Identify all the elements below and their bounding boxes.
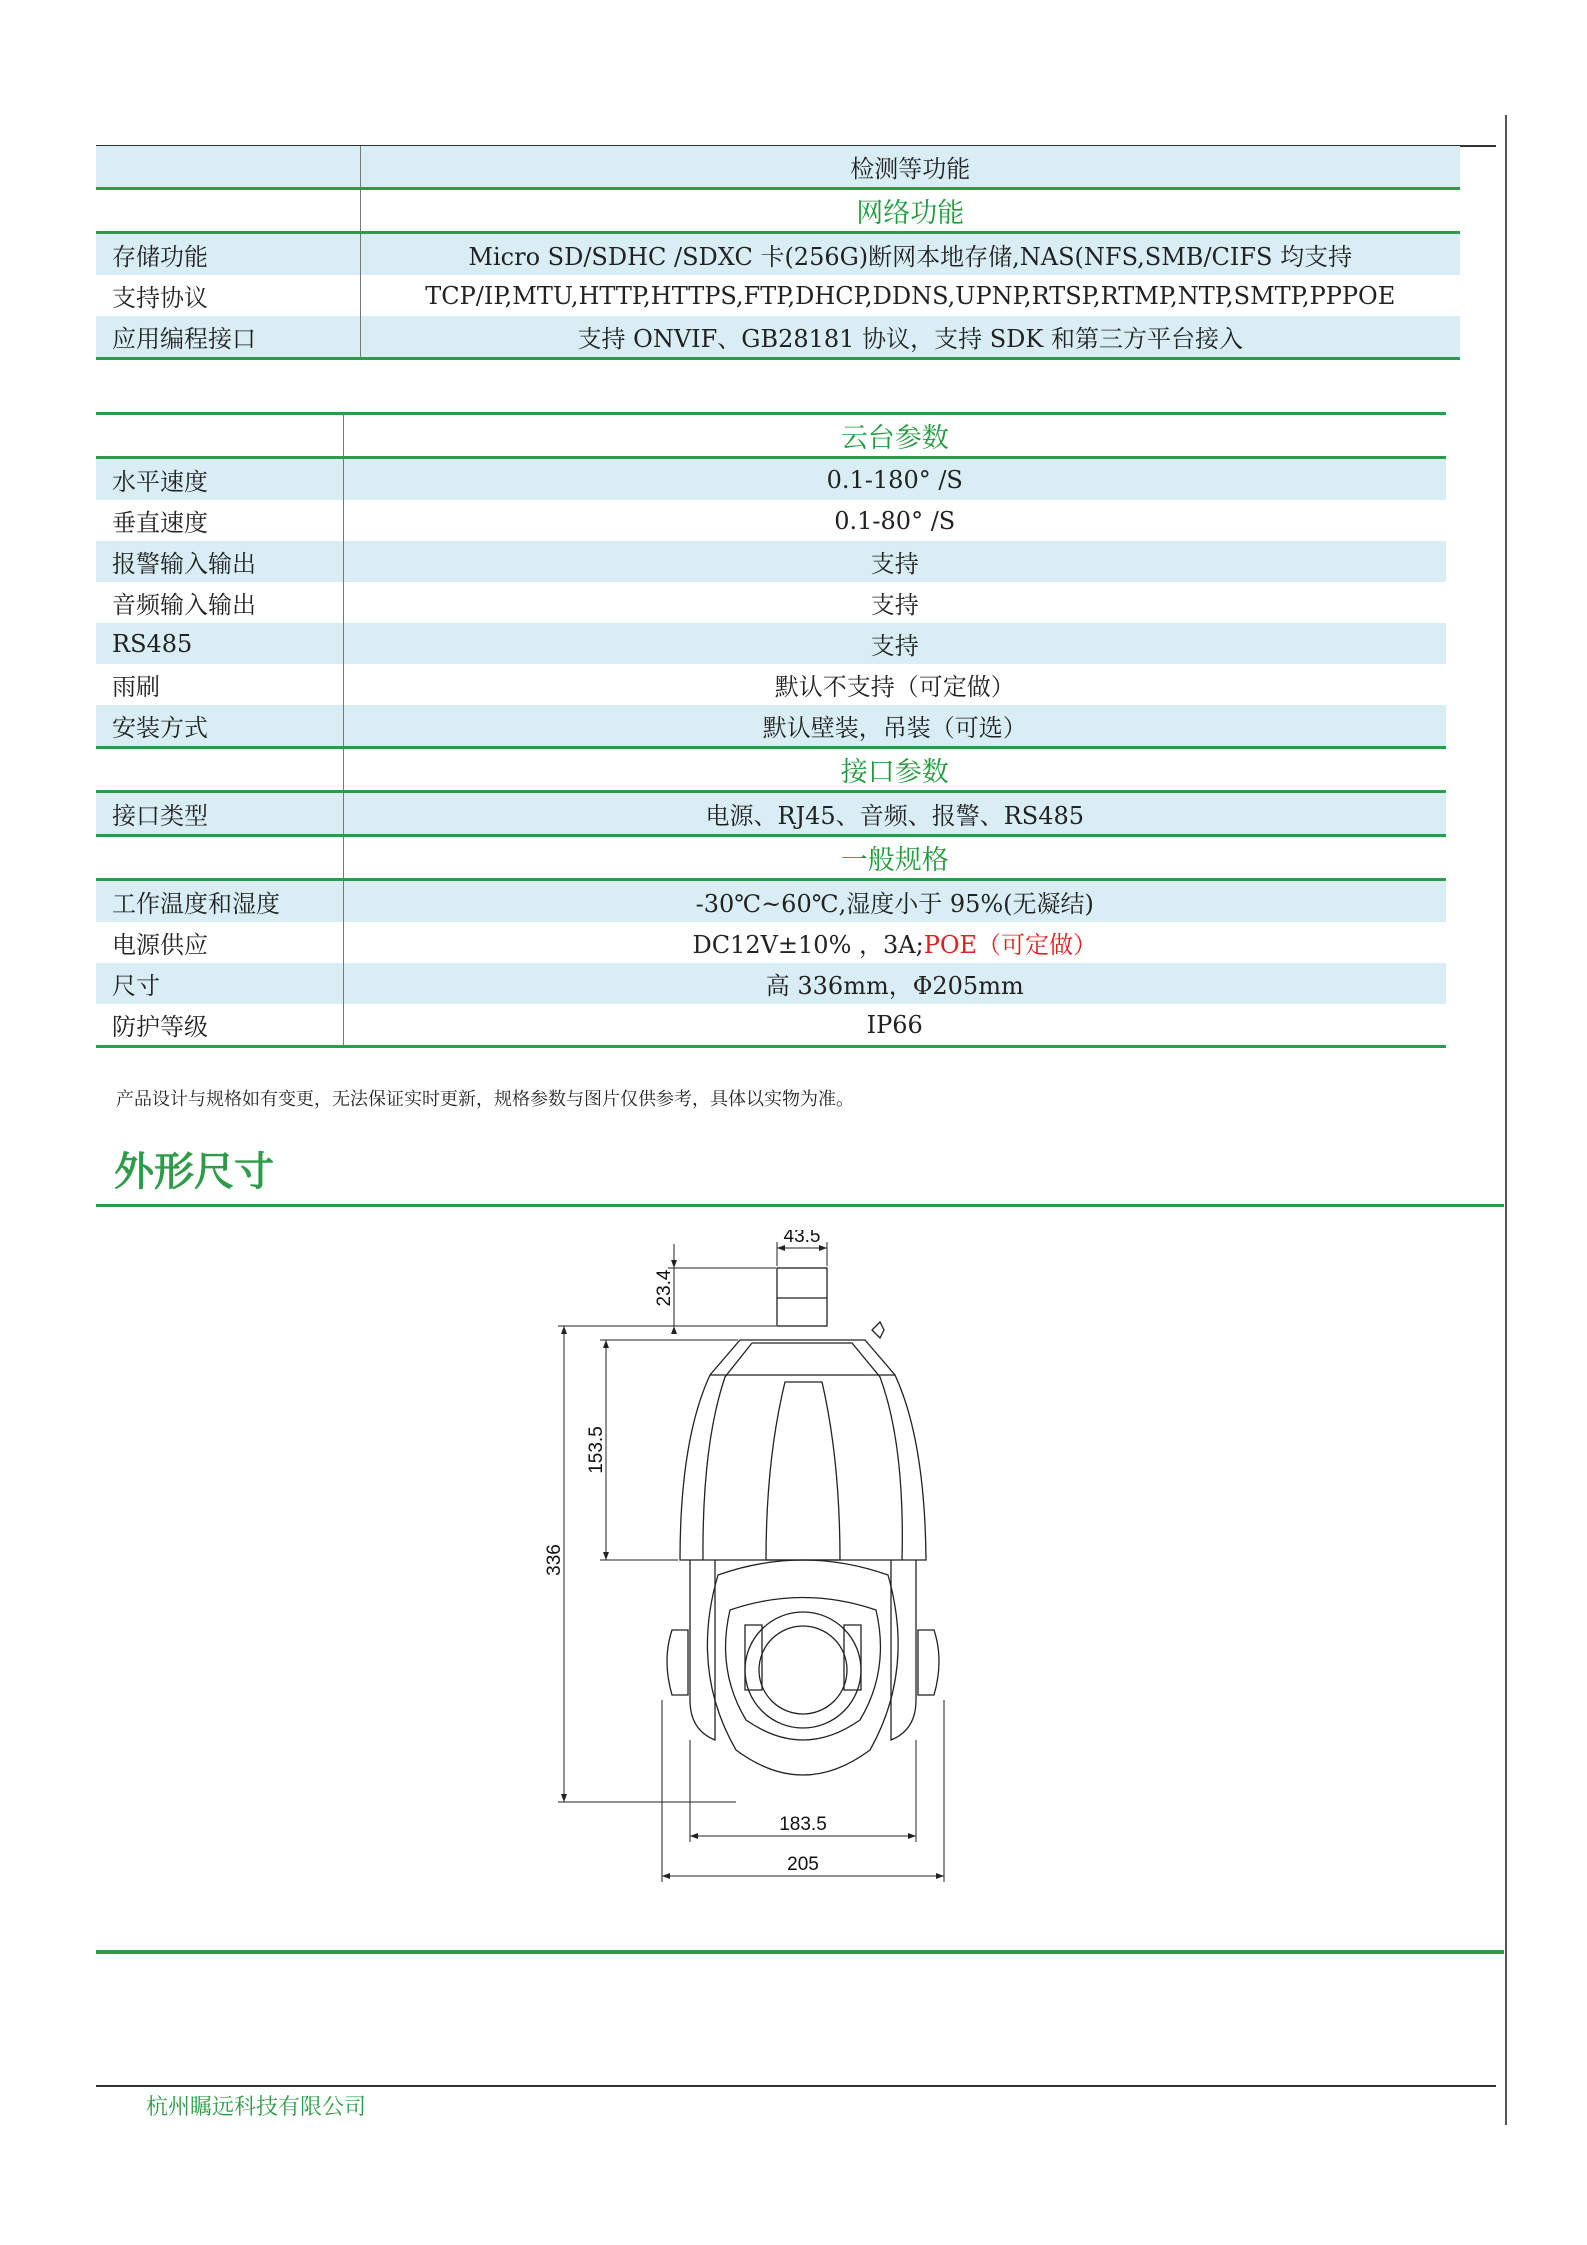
row-value-text: TCP/IP,MTU,HTTP,HTTPS,FTP,DHCP,DDNS,UPNP,RTSP,RTMP,NTP,SMTP,PPPOE <box>425 281 1396 310</box>
row-value <box>360 233 1460 276</box>
row-value-highlight: POE（可定做） <box>923 931 1098 959</box>
table-row <box>96 623 1446 664</box>
row-value-text: 0.1-80° /S <box>834 506 956 535</box>
row-value-text: 支持 <box>870 632 919 660</box>
dim-total-height: 336 <box>544 1544 565 1576</box>
table-row <box>96 316 1460 359</box>
section-title <box>343 836 1446 880</box>
section-header-row <box>96 414 1446 458</box>
row-value-text: 支持 ONVIF、GB28181 协议，支持 SDK 和第三方平台接入 <box>577 325 1243 353</box>
row-label <box>96 146 360 189</box>
row-value-text: 默认壁装，吊装（可选） <box>762 714 1027 742</box>
dim-outer-width: 205 <box>787 1854 819 1875</box>
dim-dome-height: 153.5 <box>586 1426 607 1474</box>
row-label: 接口类型 <box>96 792 343 836</box>
row-value <box>360 146 1460 189</box>
company-name: 杭州瞩远科技有限公司 <box>146 2095 367 2120</box>
row-label: 防护等级 <box>96 1004 343 1047</box>
table-row <box>96 1004 1446 1047</box>
section-title-dimensions: 外形尺寸 <box>114 1149 274 1195</box>
row-label: 水平速度 <box>96 458 343 501</box>
dim-inner-width: 183.5 <box>779 1814 827 1835</box>
row-value <box>343 792 1446 836</box>
footer-rule <box>96 2085 1496 2087</box>
row-value <box>343 880 1446 923</box>
row-value-text: 网络功能 <box>856 198 965 229</box>
table-row <box>96 233 1460 276</box>
row-value <box>343 963 1446 1004</box>
row-label <box>96 414 343 458</box>
table-row <box>96 458 1446 501</box>
row-value <box>343 623 1446 664</box>
row-value-text: 0.1-180° /S <box>826 465 963 494</box>
row-value <box>343 664 1446 705</box>
dim-top-height: 23.4 <box>654 1269 675 1307</box>
section-header-row <box>96 836 1446 880</box>
table-row <box>96 275 1460 316</box>
row-value-text: 默认不支持（可定做） <box>774 673 1015 701</box>
row-value-text: 一般规格 <box>840 845 949 876</box>
row-value <box>343 582 1446 623</box>
row-value-text: DC12V±10% ，3A; <box>692 931 924 959</box>
row-value-text: 接口参数 <box>840 757 949 788</box>
row-value-text: 支持 <box>870 550 919 578</box>
row-value-text: IP66 <box>866 1010 923 1039</box>
table-row <box>96 664 1446 705</box>
row-label: 垂直速度 <box>96 500 343 541</box>
row-label <box>96 748 343 792</box>
row-label: 支持协议 <box>96 275 360 316</box>
row-label: 电源供应 <box>96 922 343 963</box>
table-row <box>96 541 1446 582</box>
row-value-text: 检测等功能 <box>850 155 971 183</box>
row-label: 报警输入输出 <box>96 541 343 582</box>
section-rule <box>96 1204 1504 1207</box>
mount-block <box>777 1268 827 1326</box>
row-label <box>96 836 343 880</box>
dome-shell <box>680 1340 926 1560</box>
section-header-row <box>96 189 1460 233</box>
table-row <box>96 582 1446 623</box>
table-row <box>96 146 1460 189</box>
table-row <box>96 880 1446 923</box>
row-value <box>343 500 1446 541</box>
table-row <box>96 792 1446 836</box>
dome-front-panel <box>766 1382 840 1560</box>
row-label: 存储功能 <box>96 233 360 276</box>
ptz-spec-table <box>96 412 1446 1048</box>
row-label: 雨刷 <box>96 664 343 705</box>
section-title <box>360 189 1460 233</box>
row-value-text: 高 336mm，Φ205mm <box>765 972 1024 1000</box>
row-value-text: 云台参数 <box>840 423 949 454</box>
row-value <box>343 1004 1446 1047</box>
page-right-rule <box>1505 115 1507 2125</box>
row-value <box>343 541 1446 582</box>
row-label: 安装方式 <box>96 705 343 748</box>
section-title <box>343 414 1446 458</box>
row-value-text: Micro SD/SDHC /SDXC 卡(256G)断网本地存储,NAS(NFS,SMB/CIFS 均支持 <box>468 243 1353 271</box>
row-label: 工作温度和湿度 <box>96 880 343 923</box>
section-title <box>343 748 1446 792</box>
camera-ball <box>707 1560 898 1775</box>
row-value <box>343 458 1446 501</box>
dimension-drawing <box>540 1230 960 1910</box>
row-value <box>360 316 1460 359</box>
section-bottom-rule <box>96 1950 1504 1954</box>
section-header-row <box>96 748 1446 792</box>
table-row <box>96 922 1446 963</box>
table-row <box>96 500 1446 541</box>
network-spec-table <box>96 146 1460 360</box>
row-label: 音频输入输出 <box>96 582 343 623</box>
row-value <box>360 275 1460 316</box>
row-value <box>343 705 1446 748</box>
row-label: RS485 <box>96 623 343 664</box>
dim-top-width: 43.5 <box>783 1230 821 1247</box>
row-label: 尺寸 <box>96 963 343 1004</box>
row-value-text: 电源、RJ45、音频、报警、RS485 <box>705 802 1085 830</box>
row-value-text: 支持 <box>870 591 919 619</box>
row-label: 应用编程接口 <box>96 316 360 359</box>
disclaimer-note: 产品设计与规格如有变更，无法保证实时更新，规格参数与图片仅供参考，具体以实物为准。 <box>116 1089 854 1110</box>
table-row <box>96 963 1446 1004</box>
row-label <box>96 189 360 233</box>
table-row <box>96 705 1446 748</box>
row-value-text: -30℃~60℃,湿度小于 95%(无凝结) <box>695 890 1094 918</box>
row-value <box>343 922 1446 963</box>
